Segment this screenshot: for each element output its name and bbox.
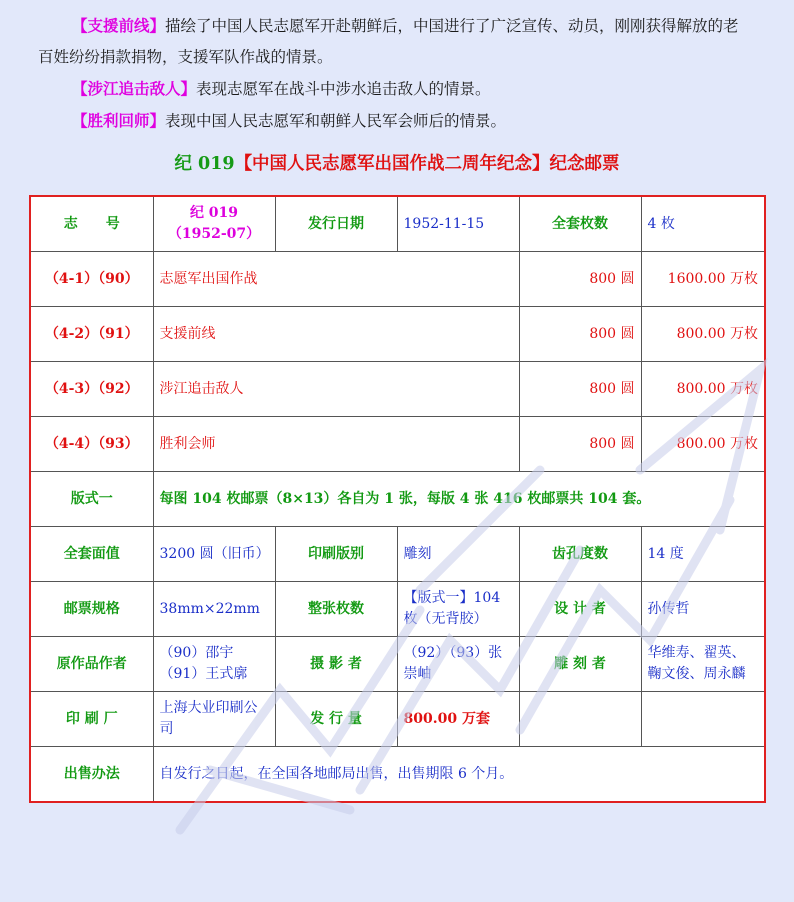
number-sub: （1952-07） xyxy=(167,226,261,242)
stamp-code: （4-1）（90） xyxy=(30,252,153,307)
stamp-face-value: 800 圆 xyxy=(519,362,641,417)
label-photographer: 摄 影 者 xyxy=(275,637,397,692)
stamp-code: （4-2）（91） xyxy=(30,307,153,362)
table-row xyxy=(30,527,765,582)
table-row xyxy=(30,637,765,692)
intro-para-1 xyxy=(38,10,768,42)
label-date: 发行日期 xyxy=(275,196,397,252)
stamp-quantity: 800.00 万枚 xyxy=(641,307,765,362)
table-row xyxy=(30,582,765,637)
label-sale-method: 出售办法 xyxy=(30,747,153,803)
label-sheet: 整张枚数 xyxy=(275,582,397,637)
perforation: 14 度 xyxy=(641,527,765,582)
intro-text xyxy=(38,10,768,137)
label-printer: 印 刷 厂 xyxy=(30,692,153,747)
stamp-name: 胜利会师 xyxy=(153,417,519,472)
issue-date: 1952-11-15 xyxy=(397,196,519,252)
total-value: 3200 圆（旧币） xyxy=(153,527,275,582)
empty-cell xyxy=(641,692,765,747)
table-row xyxy=(30,196,765,252)
label-volume: 发 行 量 xyxy=(275,692,397,747)
intro-para-2 xyxy=(38,73,768,105)
stamp-name: 支援前线 xyxy=(153,307,519,362)
set-count: 4 枚 xyxy=(641,196,765,252)
intro-tag: 【支援前线】 xyxy=(72,16,166,35)
engraver: 华维寿、翟英、鞠文俊、周永麟 xyxy=(641,637,765,692)
label-number: 志 号 xyxy=(30,196,153,252)
intro-desc: 表现中国人民志愿军和朝鲜人民军会师后的情景。 xyxy=(165,112,507,130)
table-row xyxy=(30,362,765,417)
stamp-size: 38mm×22mm xyxy=(153,582,275,637)
print-type: 雕刻 xyxy=(397,527,519,582)
format-description: 每图 104 枚邮票（8×13）各自为 1 张，每版 4 张 416 枚邮票共 104 套。 xyxy=(153,472,765,527)
table-row xyxy=(30,417,765,472)
stamp-info-table xyxy=(29,195,766,803)
label-engraver: 雕 刻 者 xyxy=(519,637,641,692)
table-row xyxy=(30,307,765,362)
table-row xyxy=(30,472,765,527)
intro-desc: 表现志愿军在战斗中涉水追击敌人的情景。 xyxy=(196,80,491,98)
title-main: 【中国人民志愿军出国作战二周年纪念】纪念邮票 xyxy=(234,154,620,174)
label-perforation: 齿孔度数 xyxy=(519,527,641,582)
sheet-count: 【版式一】104 枚（无背胶） xyxy=(397,582,519,637)
stamp-face-value: 800 圆 xyxy=(519,307,641,362)
stamp-quantity: 1600.00 万枚 xyxy=(641,252,765,307)
label-print-type: 印刷版别 xyxy=(275,527,397,582)
stamp-name: 志愿军出国作战 xyxy=(153,252,519,307)
stamp-face-value: 800 圆 xyxy=(519,417,641,472)
stamp-quantity: 800.00 万枚 xyxy=(641,417,765,472)
table-row xyxy=(30,692,765,747)
stamp-number xyxy=(153,196,275,252)
table-row xyxy=(30,252,765,307)
sale-method: 自发行之日起，在全国各地邮局出售，出售期限 6 个月。 xyxy=(153,747,765,803)
label-designer: 设 计 者 xyxy=(519,582,641,637)
intro-tag: 【胜利回师】 xyxy=(72,111,166,130)
intro-desc: 描绘了中国人民志愿军开赴朝鲜后，中国进行了广泛宣传、动员，刚刚获得解放的老 xyxy=(165,17,739,35)
number-main: 纪 019 xyxy=(189,205,239,221)
issue-volume: 800.00 万套 xyxy=(397,692,519,747)
label-total-value: 全套面值 xyxy=(30,527,153,582)
stamp-name: 涉江追击敌人 xyxy=(153,362,519,417)
stamp-face-value: 800 圆 xyxy=(519,252,641,307)
label-size: 邮票规格 xyxy=(30,582,153,637)
title-prefix: 纪 019 xyxy=(174,154,235,174)
printer: 上海大业印刷公司 xyxy=(153,692,275,747)
label-format: 版式一 xyxy=(30,472,153,527)
artist: （90）邵宇（91）王式廓 xyxy=(153,637,275,692)
designer: 孙传哲 xyxy=(641,582,765,637)
stamp-code: （4-3）（92） xyxy=(30,362,153,417)
intro-para-3 xyxy=(38,105,768,137)
table-row xyxy=(30,747,765,803)
label-count: 全套枚数 xyxy=(519,196,641,252)
stamp-quantity: 800.00 万枚 xyxy=(641,362,765,417)
page-title xyxy=(0,150,794,175)
label-artist: 原作品作者 xyxy=(30,637,153,692)
intro-tag: 【涉江追击敌人】 xyxy=(72,79,197,98)
intro-para-1-cont: 百姓纷纷捐款捐物，支援军队作战的情景。 xyxy=(38,48,333,66)
stamp-code: （4-4）（93） xyxy=(30,417,153,472)
photographer: （92）（93）张崇岫 xyxy=(397,637,519,692)
empty-cell xyxy=(519,692,641,747)
